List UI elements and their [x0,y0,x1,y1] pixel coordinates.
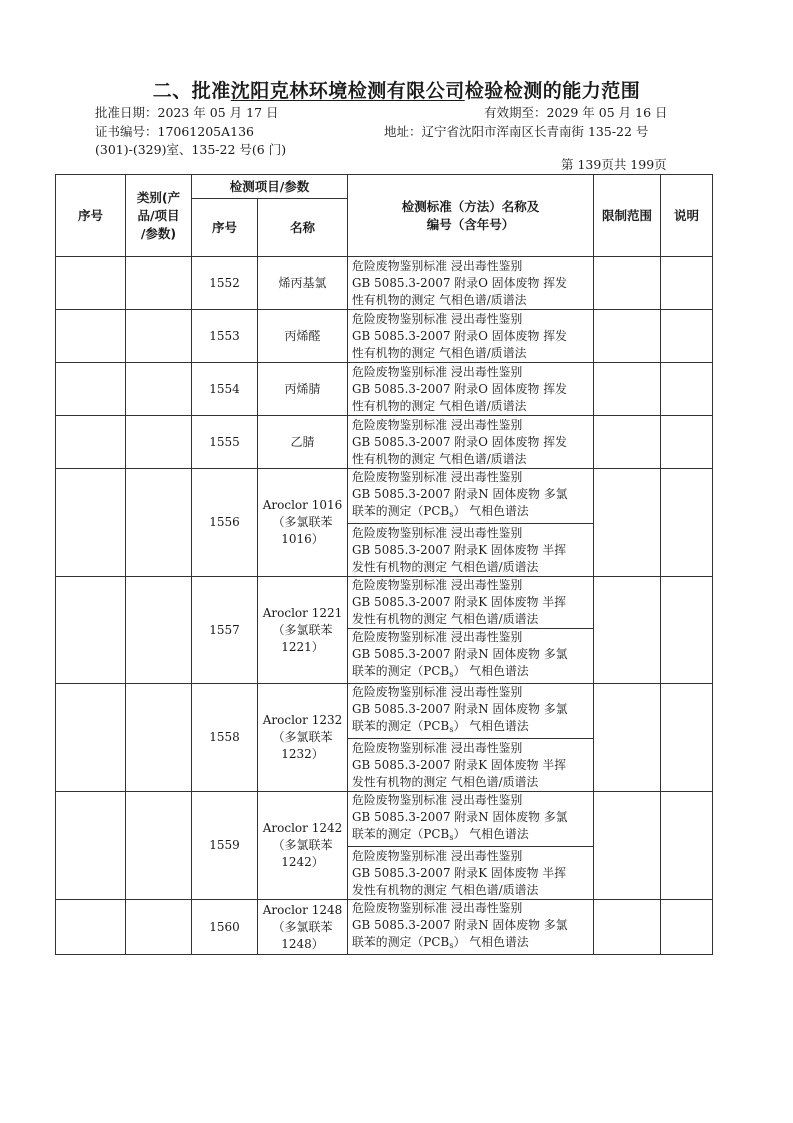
cell-note [661,310,713,363]
cell-item-name [258,469,348,577]
cell-item-number: 1553 [192,310,258,363]
standard-line: 危险废物鉴别标准 浸出毒性鉴别 [352,258,523,273]
cell-category [126,684,192,792]
address: 地址：辽宁省沈阳市浑南区长青南街 135-22 号 [384,124,649,139]
item-name-line: （多氯联苯 [272,515,333,529]
cell-note [661,577,713,684]
cell-standard [348,792,594,847]
item-name-line: 丙烯腈 [284,381,321,396]
cell-limit [594,416,661,469]
item-name-line: 烯丙基氯 [278,275,327,290]
cell-category [126,577,192,684]
cell-limit [594,577,661,684]
cell-standard [348,257,594,310]
standard-line: GB 5085.3-2007 附录N 固体废物 多氯 [352,487,568,501]
standard-line: 危险废物鉴别标准 浸出毒性鉴别 [352,364,523,379]
address-continued: (301)-(329)室、135-22 号(6 门) [95,142,287,157]
cell-item-name [258,792,348,900]
capability-table [55,174,713,955]
cell-category [126,792,192,900]
table-row [56,416,713,469]
standard-line: 危险废物鉴别标准 浸出毒性鉴别 [352,311,523,326]
item-name-line: （多氯联苯 [272,919,333,934]
cell-note [661,900,713,955]
cell-item-name [258,416,348,469]
cell-seq [56,416,126,469]
header-standard: 检测标准（方法）名称及 编号（含年号） [348,175,594,257]
standard-line: 危险废物鉴别标准 浸出毒性鉴别 [352,470,523,484]
standard-line: 联苯的测定$(PCB_s)$ 气相色谱法 [352,664,529,679]
cell-item-number: 1555 [192,416,258,469]
cell-standard [348,416,594,469]
table-row [56,684,713,739]
cell-note [661,792,713,900]
standard-line: GB 5085.3-2007 附录O 固体废物 挥发 [352,275,568,290]
standard-line: GB 5085.3-2007 附录N 固体废物 多氯 [352,918,568,932]
standard-line: GB 5085.3-2007 附录K 固体废物 半挥 [352,865,567,880]
page-info: 第 139页共 199页 [561,157,667,172]
cell-limit [594,310,661,363]
item-name-line: （多氯联苯 [272,622,333,637]
table-row [56,792,713,847]
cell-category [126,310,192,363]
header-seq: 序号 [56,175,126,257]
standard-line: 危险废物鉴别标准 浸出毒性鉴别 [352,578,523,592]
standard-line: 联苯的测定$(PCB_s)$ 气相色谱法 [352,504,529,519]
header-test-item: 检测项目/参数 [192,175,348,199]
cell-note [661,684,713,792]
cell-standard [348,739,594,792]
cell-category [126,363,192,416]
cell-note [661,416,713,469]
standard-line: 发性有机物的测定 气相色谱/质谱法 [352,559,539,574]
item-name-line: 丙烯醛 [284,328,321,343]
table-row [56,469,713,524]
standard-line: 危险废物鉴别标准 浸出毒性鉴别 [352,630,523,644]
title-organization: 沈阳克林环境检测有限公司 [230,80,465,102]
table-row [56,257,713,310]
cell-item-number: 1552 [192,257,258,310]
cell-standard [348,629,594,684]
cell-category [126,416,192,469]
cell-item-number: 1556 [192,469,258,577]
standard-line: 性有机物的测定 气相色谱/质谱法 [352,292,527,307]
cell-note [661,469,713,577]
table-row [56,363,713,416]
cell-seq [56,469,126,577]
standard-line: 联苯的测定$(PCB_s)$ 气相色谱法 [352,719,529,734]
standard-line: 危险废物鉴别标准 浸出毒性鉴别 [352,901,523,915]
header-note: 说明 [661,175,713,257]
title-suffix: 检验检测的能力范围 [464,80,641,102]
cell-item-number: 1554 [192,363,258,416]
standard-line: 性有机物的测定 气相色谱/质谱法 [352,345,527,360]
standard-line: 危险废物鉴别标准 浸出毒性鉴别 [352,848,523,863]
table-row [56,577,713,629]
standard-line: 联苯的测定$(PCB_s)$ 气相色谱法 [352,935,529,950]
title-prefix: 二、批准 [152,80,231,102]
cell-standard [348,847,594,900]
standard-line: GB 5085.3-2007 附录K 固体废物 半挥 [352,757,567,772]
cell-item-name [258,363,348,416]
certificate-number: 证书编号：17061205A136 [95,124,255,139]
header-sub-seq: 序号 [192,199,258,257]
standard-line: GB 5085.3-2007 附录O 固体废物 挥发 [352,434,568,449]
standard-line: 危险废物鉴别标准 浸出毒性鉴别 [352,793,523,807]
table-row [56,310,713,363]
item-name-line: 1016） [281,532,324,546]
item-name-line: 乙腈 [290,434,315,449]
page-title [0,76,793,103]
cell-standard [348,577,594,629]
standard-line: GB 5085.3-2007 附录O 固体废物 挥发 [352,328,568,343]
cell-category [126,900,192,955]
standard-line: GB 5085.3-2007 附录N 固体废物 多氯 [352,647,568,661]
item-name-line: 1248） [281,936,324,951]
cell-limit [594,900,661,955]
item-name-line: 1221） [281,639,324,654]
cell-standard [348,524,594,577]
cell-category [126,469,192,577]
item-name-line: Aroclor 1242 [262,821,343,835]
cell-limit [594,792,661,900]
header-category: 类别(产 品/项目 /参数) [126,175,192,257]
header-limit: 限制范围 [594,175,661,257]
item-name-line: Aroclor 1232 [262,713,343,727]
item-name-line: （多氯联苯 [272,730,333,744]
cell-standard [348,310,594,363]
cell-seq [56,310,126,363]
cell-standard [348,900,594,955]
standard-line: 危险废物鉴别标准 浸出毒性鉴别 [352,740,523,755]
item-name-line: 1232） [281,747,324,761]
cell-standard [348,363,594,416]
standard-line: 危险废物鉴别标准 浸出毒性鉴别 [352,685,523,699]
standard-line: 危险废物鉴别标准 浸出毒性鉴别 [352,417,523,432]
cell-note [661,363,713,416]
item-name-line: 1242） [281,855,324,869]
cell-limit [594,469,661,577]
cell-item-number: 1560 [192,900,258,955]
standard-line: GB 5085.3-2007 附录N 固体废物 多氯 [352,702,568,716]
cell-item-number: 1559 [192,792,258,900]
cell-standard [348,684,594,739]
cell-item-name [258,684,348,792]
cell-category [126,257,192,310]
standard-line: 发性有机物的测定 气相色谱/质谱法 [352,774,539,789]
cell-seq [56,363,126,416]
item-name-line: Aroclor 1221 [262,605,343,620]
standard-line: 危险废物鉴别标准 浸出毒性鉴别 [352,525,523,540]
cell-note [661,257,713,310]
standard-line: 联苯的测定$(PCB_s)$ 气相色谱法 [352,827,529,842]
cell-limit [594,684,661,792]
cell-limit [594,363,661,416]
cell-item-name [258,310,348,363]
standard-line: GB 5085.3-2007 附录N 固体废物 多氯 [352,810,568,824]
standard-line: GB 5085.3-2007 附录K 固体废物 半挥 [352,595,567,609]
cell-seq [56,577,126,684]
standard-line: 发性有机物的测定 气相色谱/质谱法 [352,612,539,626]
item-name-line: Aroclor 1016 [262,498,343,512]
item-name-line: （多氯联苯 [272,838,333,852]
cell-item-name [258,900,348,955]
cell-seq [56,257,126,310]
valid-until: 有效期至：2029 年 05 月 16 日 [484,105,668,120]
table-row [56,900,713,955]
standard-line: 发性有机物的测定 气相色谱/质谱法 [352,882,539,897]
item-name-line: Aroclor 1248 [262,902,343,917]
cell-seq [56,684,126,792]
cell-item-name [258,257,348,310]
cell-seq [56,792,126,900]
cell-item-name [258,577,348,684]
standard-line: 性有机物的测定 气相色谱/质谱法 [352,398,527,413]
cell-item-number: 1558 [192,684,258,792]
cell-item-number: 1557 [192,577,258,684]
header-name: 名称 [258,199,348,257]
standard-line: GB 5085.3-2007 附录O 固体废物 挥发 [352,381,568,396]
standard-line: GB 5085.3-2007 附录K 固体废物 半挥 [352,542,567,557]
cell-seq [56,900,126,955]
cell-limit [594,257,661,310]
standard-line: 性有机物的测定 气相色谱/质谱法 [352,451,527,466]
approve-date: 批准日期：2023 年 05 月 17 日 [95,105,279,120]
cell-standard [348,469,594,524]
